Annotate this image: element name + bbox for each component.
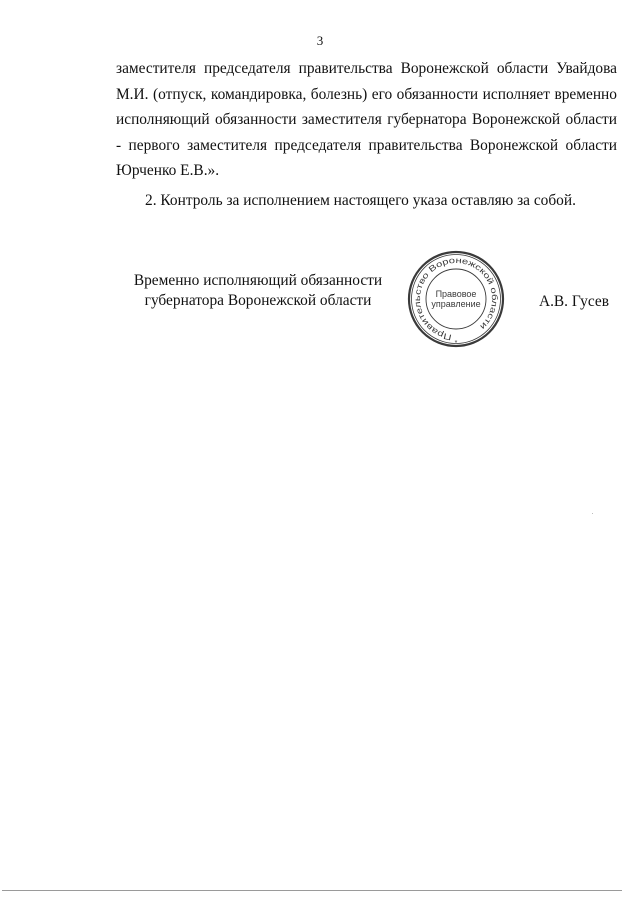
signatory-position-line-2: губернатора Воронежской области — [144, 292, 372, 309]
stamp-star-mark: * — [454, 340, 458, 347]
page-number: 3 — [316, 33, 324, 48]
paragraph-continuation: заместителя председателя правительства Воронежской области Увайдова М.И. (отпуск, командировка, болезнь) его обязанности исполняет временно исполняющий обязанности заместителя губернатора Воронежской области - первого заместителя председателя правительства Воронежской области Юрченко Е.В.». — [116, 60, 617, 180]
scan-speck — [592, 513, 593, 514]
bottom-scan-edge — [2, 890, 622, 891]
signatory-position-line-1: Временно исполняющий обязанности — [133, 272, 383, 289]
seal-stamp — [406, 249, 506, 349]
signatory-position — [120, 271, 396, 311]
stamp-center-line-1: Правовое — [435, 289, 477, 299]
document-body — [116, 56, 617, 214]
stamp-ring-text: Правительство Воронежской области — [412, 255, 500, 342]
signatory-name: А.В. Гусев — [538, 293, 609, 310]
paragraph-control: 2. Контроль за исполнением настоящего указа оставляю за собой. — [145, 191, 576, 209]
stamp-center-line-2: управление — [431, 299, 481, 309]
